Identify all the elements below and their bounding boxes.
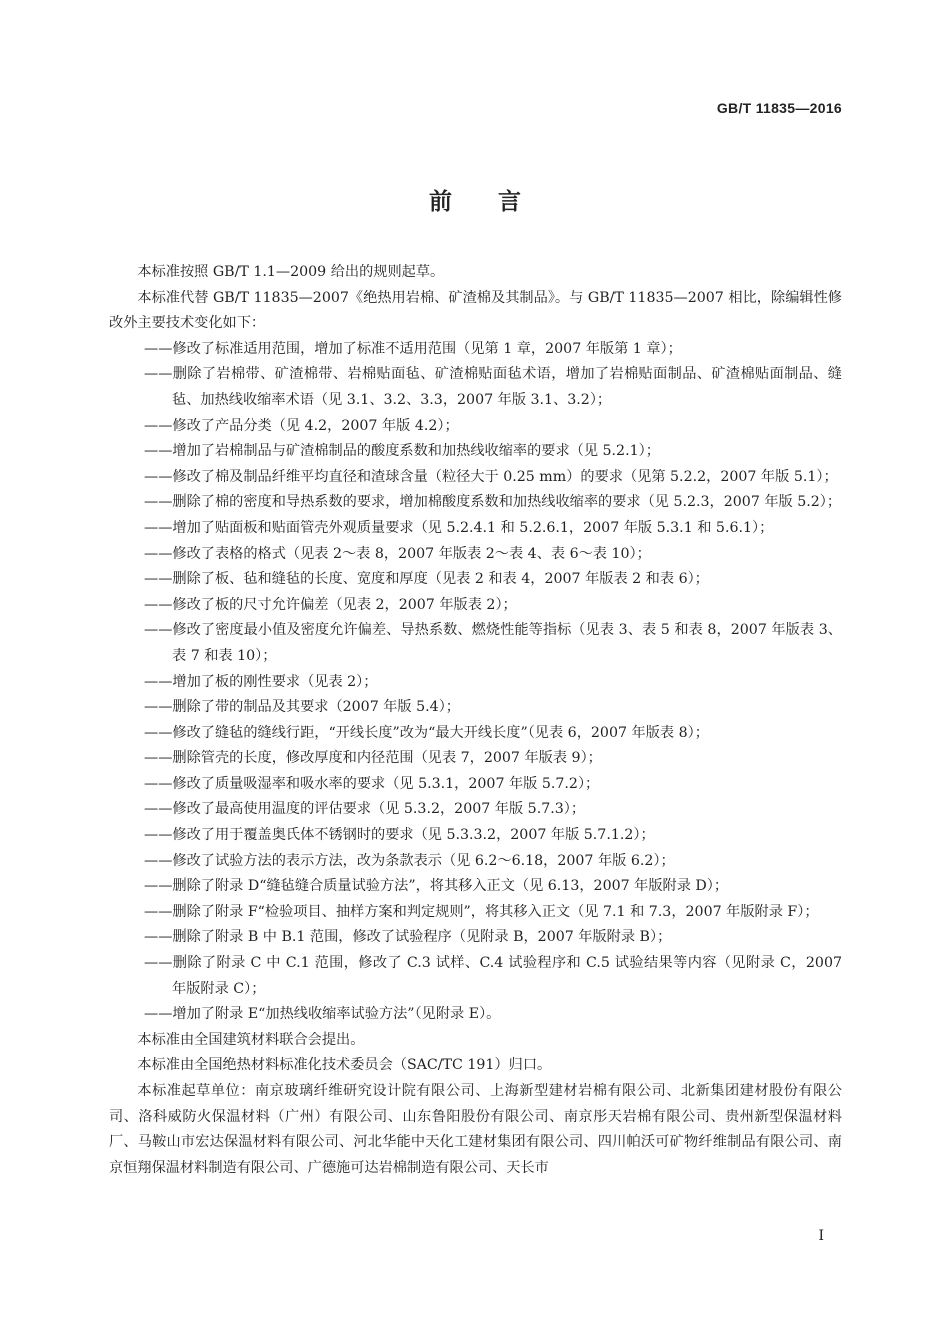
change-item: ——修改了产品分类（见 4.2，2007 年版 4.2）； (144, 417, 459, 434)
change-item: ——修改了用于覆盖奥氏体不锈钢时的要求（见 5.3.3.2，2007 年版 5.7.1.2）； (144, 827, 655, 844)
change-item: ——修改了密度最小值及密度允许偏差、导热系数、燃烧性能等指标（见表 3、表 5 和表 8，2007 年版表 3、表 7 和表 10）； (144, 622, 842, 664)
paragraph-replacement: 本标准代替 GB/T 11835—2007《绝热用岩棉、矿渣棉及其制品》。与 GB/T 11835—2007 相比，除编辑性修改外主要技术变化如下： (109, 289, 842, 332)
change-item: ——修改了标准适用范围，增加了标准不适用范围（见第 1 章，2007 年版第 1 章）； (144, 340, 682, 357)
change-item: ——增加了附录 E“加热线收缩率试验方法”（见附录 E）。 (144, 1006, 501, 1023)
page-title: 前言 (429, 189, 567, 215)
change-item: ——修改了试验方法的表示方法，改为条款表示（见 6.2～6.18，2007 年版 6.2）； (144, 852, 675, 869)
change-item: ——删除了附录 D“缝毡缝合质量试验方法”，将其移入正文（见 6.13，2007 年版附录 D）； (144, 878, 729, 895)
change-list (109, 337, 842, 1028)
change-item: ——增加了板的刚性要求（见表 2）； (144, 673, 378, 690)
change-item: ——修改了缝毡的缝线行距，“开线长度”改为“最大开线长度”（见表 6，2007 年版表 8）； (144, 724, 709, 741)
change-item: ——增加了贴面板和贴面管壳外观质量要求（见 5.2.4.1 和 5.2.6.1，2007 年版 5.3.1 和 5.6.1）； (144, 519, 774, 536)
page-number: I (818, 1228, 824, 1244)
change-item: ——删除管壳的长度，修改厚度和内径范围（见表 7，2007 年版表 9）； (144, 750, 602, 767)
change-item: ——删除了附录 B 中 B.1 范围，修改了试验程序（见附录 B，2007 年版附录 B）； (144, 929, 672, 946)
paragraph-centralized-by: 本标准由全国绝热材料标准化技术委员会（SAC/TC 191）归口。 (137, 1057, 552, 1074)
change-item: ——修改了板的尺寸允许偏差（见表 2，2007 年版表 2）； (144, 596, 517, 613)
change-item: ——修改了质量吸湿率和吸水率的要求（见 5.3.1，2007 年版 5.7.2）； (144, 775, 600, 792)
change-item: ——删除了附录 F“检验项目、抽样方案和判定规则”，将其移入正文（见 7.1 和 7.3，2007 年版附录 F）； (144, 903, 819, 920)
change-item: ——增加了岩棉制品与矿渣棉制品的酸度系数和加热线收缩率的要求（见 5.2.1）； (144, 443, 660, 460)
change-item: ——删除了棉的密度和导热系数的要求，增加棉酸度系数和加热线收缩率的要求（见 5.2.3，2007 年版 5.2）； (144, 494, 842, 511)
paragraph-drafting-units: 本标准起草单位：南京玻璃纤维研究设计院有限公司、上海新型建材岩棉有限公司、北新集团建材股份有限公司、洛科威防火保温材料（广州）有限公司、山东鲁阳股份有限公司、南京彤天岩棉有限公司、贵州新型保温材料厂、马鞍山市宏达保温材料有限公司、河北华能中天化工建材集团有限公司、四川帕沃可矿物纤维制品有限公司、南京恒翔保温材料制造有限公司、广德施可达岩棉制造有限公司、天长市 (109, 1083, 842, 1176)
change-item: ——删除了带的制品及其要求（2007 年版 5.4）； (144, 699, 460, 716)
change-item: ——修改了表格的格式（见表 2～表 8，2007 年版表 2～表 4、表 6～表 10）； (144, 545, 651, 562)
document-body (109, 260, 842, 1181)
change-item: ——删除了岩棉带、矿渣棉带、岩棉贴面毡、矿渣棉贴面毡术语，增加了岩棉贴面制品、矿渣棉贴面制品、缝毡、加热线收缩率术语（见 3.1、3.2、3.3，2007 年版 3.1、3.2）； (144, 366, 842, 408)
standard-code: GB/T 11835—2016 (716, 100, 842, 116)
change-item: ——修改了最高使用温度的评估要求（见 5.3.2，2007 年版 5.7.3）； (144, 801, 586, 818)
change-item: ——删除了附录 C 中 C.1 范围，修改了 C.3 试样、C.4 试验程序和 C.5 试验结果等内容（见附录 C，2007 年版附录 C）； (144, 955, 842, 997)
paragraph-proposed-by: 本标准由全国建筑材料联合会提出。 (137, 1031, 365, 1048)
paragraph-drafting-rules: 本标准按照 GB/T 1.1—2009 给出的规则起草。 (137, 264, 445, 280)
change-item: ——删除了板、毡和缝毡的长度、宽度和厚度（见表 2 和表 4，2007 年版表 2 和表 6）； (144, 571, 709, 588)
change-item: ——修改了棉及制品纤维平均直径和渣球含量（粒径大于 0.25 mm）的要求（见第 5.2.2，2007 年版 5.1）； (144, 468, 838, 485)
